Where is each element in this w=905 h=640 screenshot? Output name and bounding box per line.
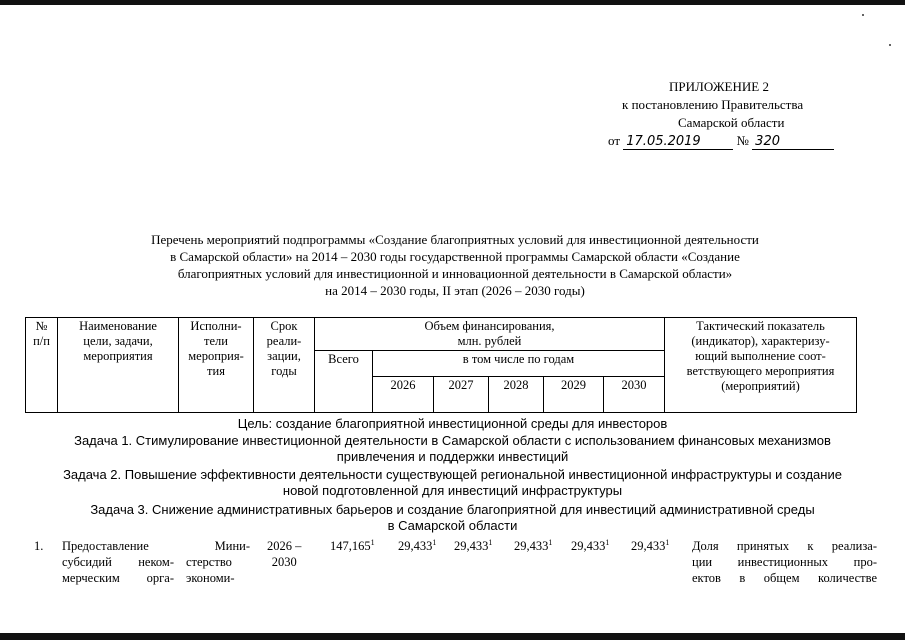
col-term-header: [254, 318, 315, 413]
header-text: годы: [271, 364, 297, 378]
row-total: [330, 538, 375, 554]
footnote-mark: 1: [488, 537, 493, 547]
col-executors-header: [179, 318, 254, 413]
header-text: Наименование: [79, 319, 157, 333]
appendix-region: Самарской области: [678, 115, 785, 130]
row-text: ектов в общем количестве: [692, 571, 877, 585]
row-text: стерство: [186, 555, 232, 569]
row-number: 1.: [34, 539, 44, 553]
date-prefix: от: [608, 133, 621, 148]
document-heading: [60, 231, 850, 299]
footnote-mark: 1: [432, 537, 437, 547]
col-financing-header: [315, 318, 665, 351]
header-text: зации,: [267, 349, 301, 363]
col-indicator-header: [665, 318, 857, 413]
col-name-header: [58, 318, 179, 413]
row-value-2028: [514, 538, 552, 554]
row-text: Предоставление: [62, 539, 149, 553]
task-3-line: в Самарской области: [387, 518, 518, 533]
scan-top-border: [0, 0, 905, 5]
header-text: Объем финансирования,: [424, 319, 555, 333]
header-text: Исполни-: [190, 319, 242, 333]
header-text: цели, задачи,: [83, 334, 153, 348]
heading-line: Перечень мероприятий подпрограммы «Создание благоприятных условий для инвестиционной деятельности: [151, 232, 759, 247]
row-value: 29,433: [454, 539, 489, 553]
number-prefix: №: [736, 133, 749, 148]
row-value: 29,433: [571, 539, 606, 553]
row-executor: [186, 538, 250, 586]
footnote-mark: 1: [548, 537, 553, 547]
scan-bottom-border: [0, 633, 905, 640]
header-text: (мероприятий): [721, 379, 800, 393]
year-2030-header: 2030: [604, 377, 665, 413]
footnote-mark: 1: [370, 537, 375, 547]
heading-line: на 2014 – 2030 годы, II этап (2026 – 2030 годы): [325, 283, 585, 298]
row-value: 29,433: [398, 539, 433, 553]
header-text: млн. рублей: [457, 334, 522, 348]
task-2-line: Задача 2. Повышение эффективности деятельности существующей региональной инвестиционной инфраструктуры и создание: [63, 467, 842, 482]
year-2029-header: 2029: [544, 377, 604, 413]
task-1-line: Задача 1. Стимулирование инвестиционной деятельности в Самарской области с использованием финансовых механизмов: [74, 433, 831, 448]
row-text: экономи-: [186, 571, 235, 585]
row-text: Доля принятых к реализа-: [692, 539, 877, 553]
row-text: 2030: [271, 555, 297, 569]
row-value-2026: [398, 538, 436, 554]
number-handwritten: 320: [755, 134, 780, 149]
row-text: Мини-: [214, 539, 250, 553]
row-total-value: 147,165: [330, 539, 371, 553]
header-text: п/п: [33, 334, 50, 348]
date-handwritten: 17.05.2019: [626, 134, 701, 149]
scan-speck: [862, 14, 864, 16]
header-text: реали-: [266, 334, 302, 348]
header-text: Срок: [270, 319, 298, 333]
appendix-date-line: [608, 132, 834, 150]
row-text: мерческим орга-: [62, 571, 174, 585]
activities-table-header: [25, 317, 857, 413]
header-text: тия: [207, 364, 225, 378]
row-value-2027: [454, 538, 492, 554]
header-text: мероприятия: [83, 349, 153, 363]
scan-speck: [889, 44, 891, 46]
row-value: 29,433: [631, 539, 666, 553]
header-text: (индикатор), характеризу-: [691, 334, 830, 348]
appendix-resolution: к постановлению Правительства: [622, 97, 804, 112]
footnote-mark: 1: [665, 537, 670, 547]
year-2028-header: 2028: [489, 377, 544, 413]
number-underline: [752, 134, 834, 150]
appendix-title: ПРИЛОЖЕНИЕ 2: [669, 79, 769, 94]
header-text: №: [35, 319, 48, 333]
row-indicator: [692, 538, 877, 586]
row-activity-name: [62, 538, 174, 586]
row-value-2030: [631, 538, 669, 554]
row-value: 29,433: [514, 539, 549, 553]
task-3-line: Задача 3. Снижение административных барьеров и создание благоприятной для инвестиций административной среды: [90, 502, 815, 517]
header-text: ветствующего мероприятия: [686, 364, 835, 378]
row-text: ции инвестиционных про-: [692, 555, 877, 569]
header-text: Тактический показатель: [696, 319, 825, 333]
row-text: 2026 –: [267, 539, 302, 553]
row-term: [267, 538, 301, 570]
row-text: субсидий неком-: [62, 555, 174, 569]
header-text: мероприя-: [188, 349, 244, 363]
col-number-header: [26, 318, 58, 413]
task-1-line: привлечения и поддержки инвестиций: [336, 449, 569, 464]
header-text: ющий выполнение соот-: [695, 349, 826, 363]
year-2027-header: 2027: [434, 377, 489, 413]
row-value-2029: [571, 538, 609, 554]
goal-line: Цель: создание благоприятной инвестиционной среды для инвесторов: [237, 416, 668, 431]
header-text: тели: [204, 334, 228, 348]
heading-line: в Самарской области» на 2014 – 2030 годы государственной программы Самарской области «Создание: [170, 249, 740, 264]
date-underline: [623, 134, 733, 150]
footnote-mark: 1: [605, 537, 610, 547]
task-2-line: новой подготовленной для инвестиций инфраструктуры: [282, 483, 623, 498]
col-years-caption: в том числе по годам: [373, 351, 665, 377]
heading-line: благоприятных условий для инвестиционной и инновационной деятельности в Самарской области»: [177, 266, 733, 281]
year-2026-header: 2026: [373, 377, 434, 413]
col-total-header: Всего: [315, 351, 373, 413]
